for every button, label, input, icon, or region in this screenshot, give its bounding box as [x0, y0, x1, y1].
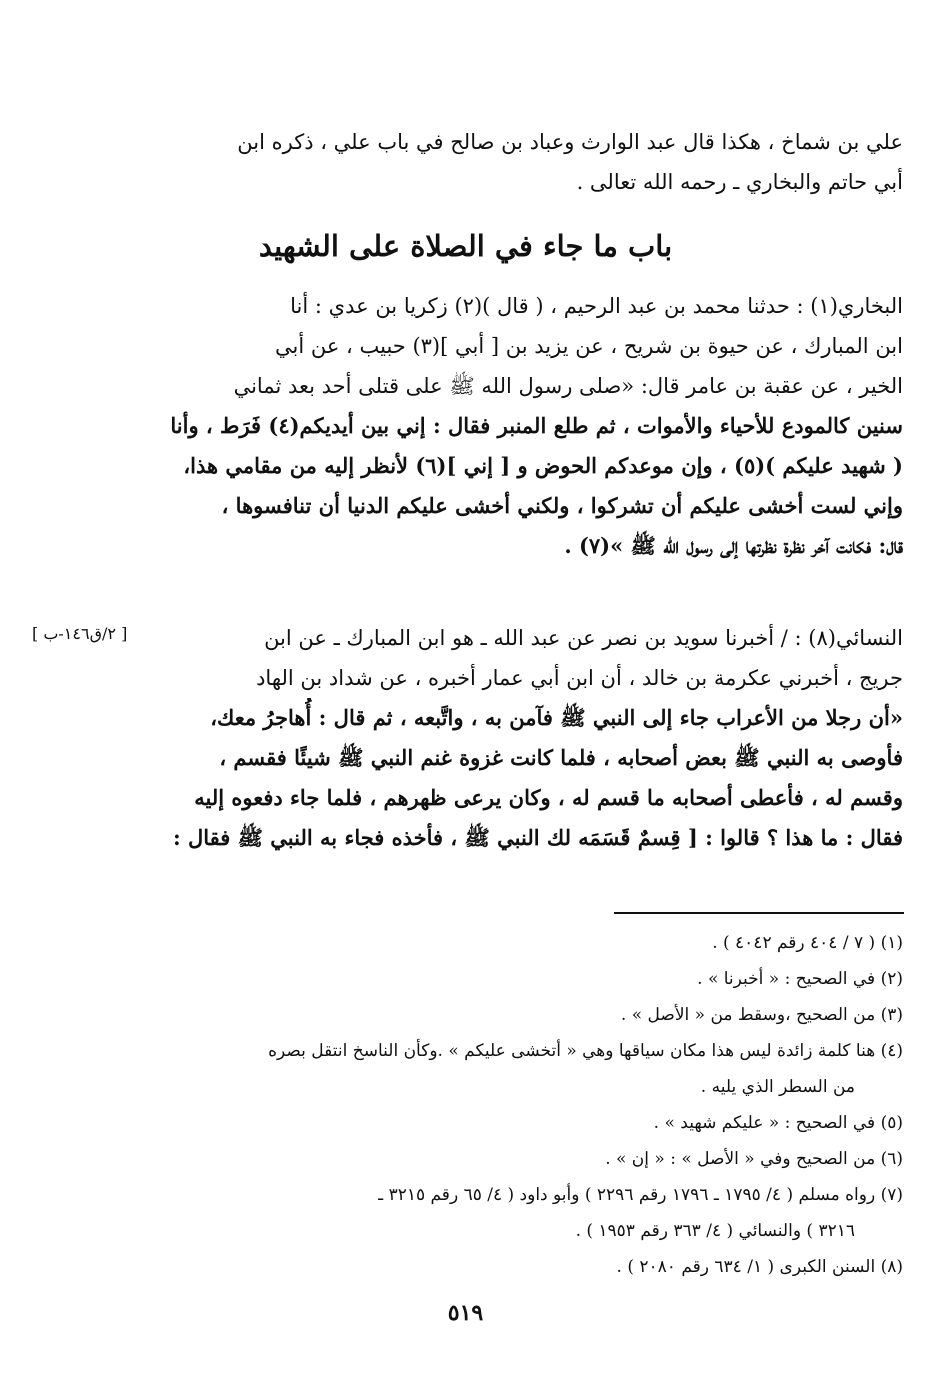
text-line: الخير ، عن عقبة بن عامر قال: «صلى رسول الله ﷺ على قتلى أحد بعد ثماني	[233, 374, 903, 398]
top-paragraph	[168, 122, 903, 202]
text-line: ابن المبارك ، عن حيوة بن شريح ، عن يزيد بن [ أبي ](٣) حبيب ، عن أبي	[274, 334, 903, 358]
text-line: فأوصى به النبي ﷺ بعض أصحابه ، فلما كانت غزوة غنم النبي ﷺ شيئًا فقسم ،	[219, 745, 903, 770]
text-line: قال: فكانت آخر نظرة نظرتها إلى رسول الله ﷺ »(٧) .	[564, 533, 903, 558]
text-line: جريج ، أخبرني عكرمة بن خالد ، أن ابن أبي عمار أخبره ، عن شداد بن الهاد	[256, 666, 903, 690]
footnote: (١) ( ٧ / ٤٠٤ رقم ٤٠٤٢ ) .	[712, 933, 903, 953]
text-line: النسائي(٨) : / أخبرنا سويد بن نصر عن عبد الله ـ هو ابن المبارك ـ عن ابن	[264, 626, 903, 650]
footnote: (٦) من الصحيح وفي « الأصل » : « إن » .	[605, 1149, 903, 1169]
footnotes	[168, 925, 903, 1285]
text-line: البخاري(١) : حدثنا محمد بن عبد الرحيم ، ( قال )(٢) زكريا بن عدي : أنا	[290, 294, 903, 318]
footnote-continuation: ٣٢١٦ ) والنسائي ( ٤/ ٣٦٣ رقم ١٩٥٣ ) .	[575, 1221, 855, 1241]
footnote: (٧) رواه مسلم ( ٤/ ١٧٩٥ ـ ١٧٩٦ رقم ٢٢٩٦ ) وأبو داود ( ٤/ ٦٥ رقم ٣٢١٥ ـ	[378, 1185, 903, 1205]
footnote: (٨) السنن الكبرى ( ١/ ٦٣٤ رقم ٢٠٨٠ ) .	[616, 1257, 903, 1277]
text-line: سنين كالمودع للأحياء والأموات ، ثم طلع المنبر فقال : إني بين أيديكم(٤) فَرَط ، وأنا	[170, 413, 903, 438]
text-line: وإني لست أخشى عليكم أن تشركوا ، ولكني أخشى عليكم الدنيا أن تنافسوها ،	[221, 493, 903, 518]
bukhari-paragraph	[168, 286, 903, 566]
nasai-paragraph	[168, 618, 903, 858]
text-line: «أن رجلا من الأعراب جاء إلى النبي ﷺ فآمن به ، واتَّبعه ، ثم قال : أُهاجرُ معك،	[210, 705, 903, 730]
margin-note: [ ٢/ق١٤٦-ب ]	[32, 624, 128, 643]
footnote-continuation: من السطر الذي يليه .	[700, 1077, 855, 1097]
section-heading: باب ما جاء في الصلاة على الشهيد	[258, 229, 673, 263]
text-line: وقسم له ، فأعطى أصحابه ما قسم له ، وكان يرعى ظهرهم ، فلما جاء دفعوه إليه	[194, 785, 903, 810]
footnote: (٤) هنا كلمة زائدة ليس هذا مكان سياقها وهي « أتخشى عليكم » .وكأن الناسخ انتقل بصره	[268, 1041, 903, 1061]
text-line: أبي حاتم والبخاري ـ رحمه الله تعالى .	[576, 170, 903, 194]
text-line: فقال : ما هذا ؟ قالوا : [ قِسمٌ قَسَمَه لك النبي ﷺ ، فأخذه فجاء به النبي ﷺ فقال :	[172, 825, 903, 850]
footnote: (٢) في الصحيح : « أخبرنا » .	[697, 969, 903, 989]
text-line: ( شهيد عليكم )(٥) ، وإن موعدكم الحوض و [ إني ](٦) لأنظر إليه من مقامي هذا،	[183, 453, 903, 478]
text-line: علي بن شماخ ، هكذا قال عبد الوارث وعباد بن صالح في باب علي ، ذكره ابن	[237, 130, 903, 154]
footnote-divider	[614, 912, 904, 914]
footnote: (٥) في الصحيح : « عليكم شهيد » .	[653, 1113, 903, 1133]
page-number: ٥١٩	[447, 1300, 484, 1326]
footnote: (٣) من الصحيح ،وسقط من « الأصل » .	[620, 1005, 903, 1025]
